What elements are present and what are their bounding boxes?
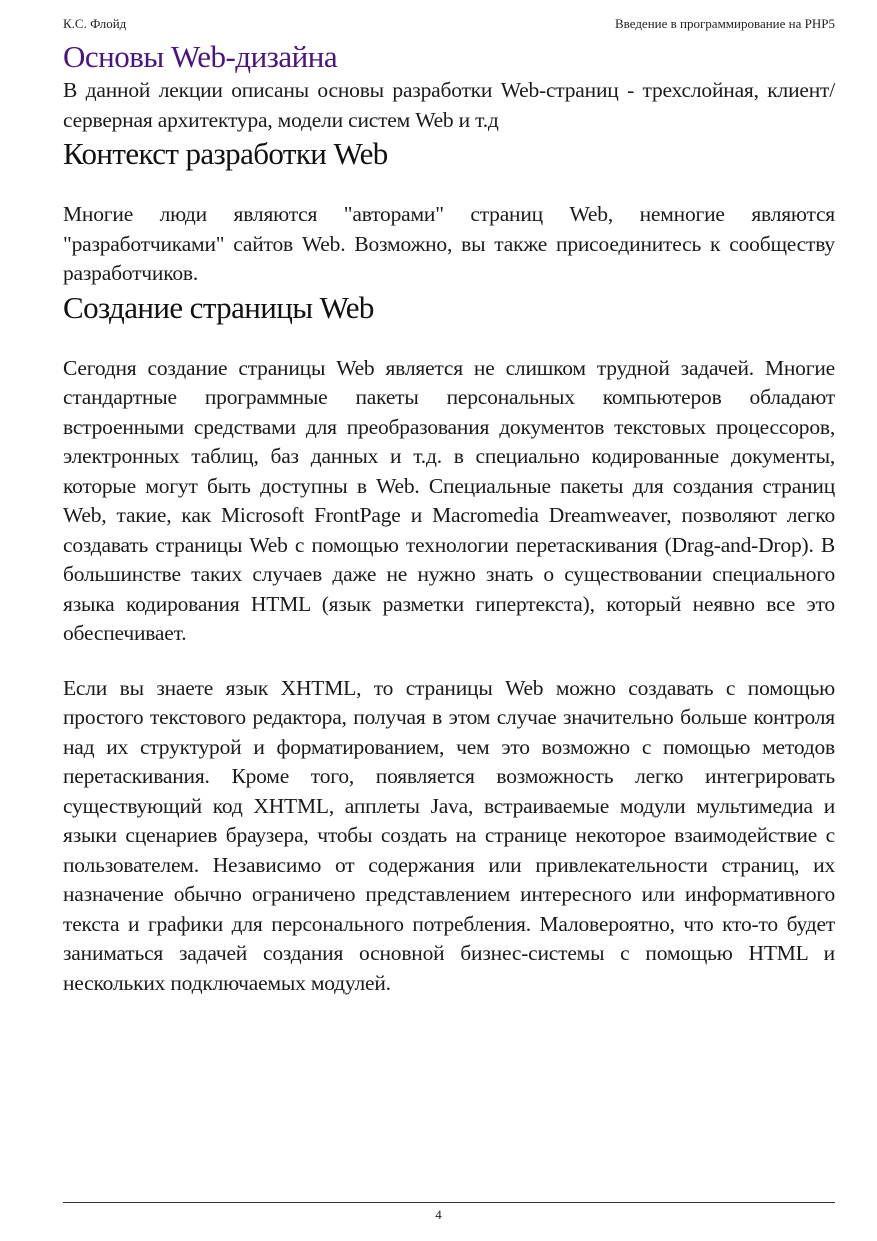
header-book-title: Введение в программирование на PHP5 <box>614 16 835 31</box>
document-title: Основы Web-дизайна <box>63 39 338 74</box>
section-paragraph: Многие люди являются "авторами" страниц Web, немногие являются "разработчиками" сайтов Web. Возможно, вы также присоединитесь к сообществу разработчиков. <box>63 202 835 285</box>
running-header <box>63 16 835 36</box>
section-paragraph: Сегодня создание страницы Web является не слишком трудной задачей. Многие стандартные программные пакеты персональных компьютеров обладают встроенными средствами для преобразования документов текстовых процессоров, электронных таблиц, баз данных и т.д. в специально кодированные документы, которые могут быть доступны в Web. Специальные пакеты для создания страниц Web, такие, как Microsoft FrontPage и Macromedia Dreamweaver, позволяют легко создавать страницы Web с помощью технологии перетаскивания (Drag-and-Drop). В большинстве таких случаев даже не нужно знать о существовании специального языка кодирования HTML (язык разметки гипертекста), который неявно все это обеспечивает. <box>63 355 835 645</box>
section-paragraph: Если вы знаете язык XHTML, то страницы Web можно создавать с помощью простого текстового редактора, получая в этом случае значительно больше контроля над их структурой и форматированием, чем это возможно с помощью методов перетаскивания. Кроме того, появляется возможность легко интегрировать существующий код XHTML, апплеты Java, встраиваемые модули мультимедиа и языки сценариев браузера, чтобы создать на странице некоторое взаимодействие с пользователем. Независимо от содержания или привлекательности страниц, их назначение обычно ограничено представлением интересного или информативного текста и графики для персонального потребления. Маловероятно, что кто-то будет заниматься задачей создания основной бизнес-системы с помощью HTML и нескольких подключаемых модулей. <box>63 675 835 995</box>
page-number: 4 <box>435 1207 442 1222</box>
header-author: К.С. Флойд <box>63 16 127 31</box>
footer-divider <box>63 1202 835 1203</box>
document-page <box>63 0 835 998</box>
section-heading-context: Контекст разработки Web <box>63 136 388 171</box>
lead-paragraph: В данной лекции описаны основы разработки Web-страниц - трехслойная, клиент/серверная архитектура, модели систем Web и т.д <box>63 78 835 132</box>
section-heading-create-page: Создание страницы Web <box>63 289 374 325</box>
